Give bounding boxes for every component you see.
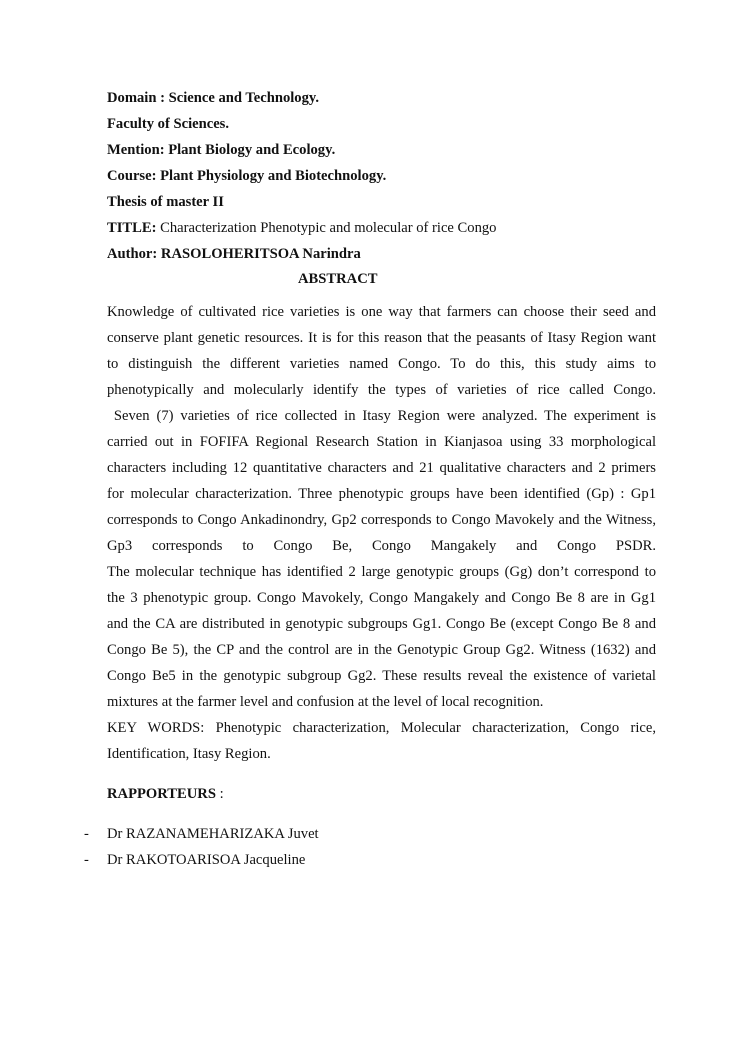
title-line [107,218,656,238]
abstract-line: for molecular characterization. Three phenotypic groups have been identified (Gp) : Gp1 [107,486,656,502]
rapporteurs-heading: RAPPORTEURS : [107,786,224,802]
faculty-line: Faculty of Sciences. [107,116,229,132]
abstract-line: Congo Be 5), the CP and the control are in the Genotypic Group Gg2. Witness (1632) and [107,642,656,658]
mention-line: Mention: Plant Biology and Ecology. [107,142,336,158]
keywords-line: Identification, Itasy Region. [107,746,271,762]
rapporteur-name: Dr RAZANAMEHARIZAKA Juvet [107,826,319,842]
abstract-line: characters including 12 quantitative characters and 21 qualitative characters and 2 primers [107,460,656,476]
title-label: TITLE: [107,220,157,236]
bullet-dash: - [84,852,89,868]
bullet-dash: - [84,826,89,842]
abstract-line: Knowledge of cultivated rice varieties is one way that farmers can choose their seed and [107,304,656,320]
abstract-line: corresponds to Congo Ankadinondry, Gp2 corresponds to Congo Mavokely and the Witness, [107,512,656,528]
domain-line: Domain : Science and Technology. [107,90,320,106]
author-line: Author: RASOLOHERITSOA Narindra [107,246,361,262]
abstract-heading: ABSTRACT [298,271,378,287]
abstract-line: and the CA are distributed in genotypic subgroups Gg1. Congo Be (except Congo Be 8 and [107,616,656,632]
abstract-line: mixtures at the farmer level and confusion at the level of local recognition. [107,694,544,710]
abstract-line: Seven (7) varieties of rice collected in Itasy Region were analyzed. The experiment is [107,408,656,424]
abstract-line: conserve plant genetic resources. It is for this reason that the peasants of Itasy Region want [107,330,656,346]
abstract-line: Congo Be5 in the genotypic subgroup Gg2. These results reveal the existence of varietal [107,668,656,684]
abstract-line: The molecular technique has identified 2 large genotypic groups (Gg) don’t correspond to [107,564,656,580]
thesis-line: Thesis of master II [107,194,224,210]
course-line: Course: Plant Physiology and Biotechnology. [107,168,387,184]
rapporteur-name: Dr RAKOTOARISOA Jacqueline [107,852,306,868]
abstract-line: Gp3 corresponds to Congo Be, Congo Mangakely and Congo PSDR. [107,538,656,554]
abstract-line: phenotypically and molecularly identify the types of varieties of rice called Congo. [107,382,656,398]
keywords-line: KEY WORDS: Phenotypic characterization, Molecular characterization, Congo rice, [107,720,656,736]
abstract-line: to distinguish the different varieties named Congo. To do this, this study aims to [107,356,656,372]
title-value: Characterization Phenotypic and molecular of rice Congo [156,220,497,236]
abstract-line: carried out in FOFIFA Regional Research Station in Kianjasoa using 33 morphological [107,434,656,450]
abstract-line: the 3 phenotypic group. Congo Mavokely, Congo Mangakely and Congo Be 8 are in Gg1 [107,590,656,606]
